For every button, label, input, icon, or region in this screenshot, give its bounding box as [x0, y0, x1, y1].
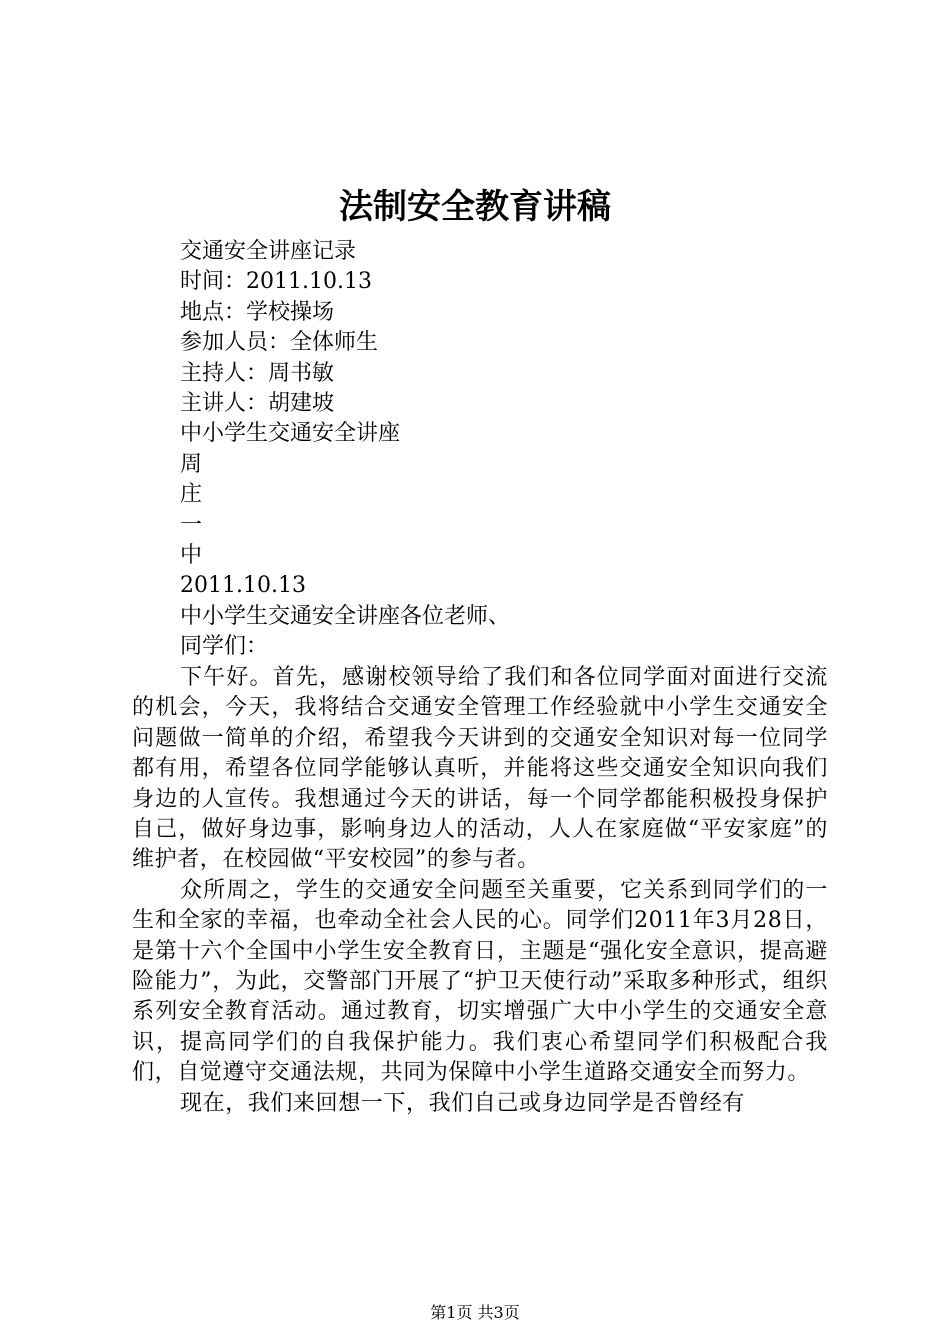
school-name-char-2: 庄: [180, 482, 203, 508]
document-title: 法制安全教育讲稿: [339, 187, 611, 227]
paragraph: 现在，我们来回想一下，我们自己或身边同学是否曾经有: [180, 1090, 746, 1116]
lecture-subtitle: 中小学生交通安全讲座: [180, 421, 401, 447]
paragraph: 下午好。首先，感谢校领导给了我们和各位同学面对面进行交流的机会，今天，我将结合交通安全管理工作经验就中小学生交通安全问题做一简单的介绍，希望我今天讲到的交通安全知识对每一位同学都有用，希望各位同学能够认真听，并能将这些交通安全知识向我们身边的人宣传。我想通过今天的讲话，每一个同学都能积极投身保护自己，做好身边事，影响身边人的活动，人人在家庭做“平安家庭”的维护者，在校园做“平安校园”的参与者。: [132, 665, 828, 873]
record-host: 主持人：周书敏: [180, 360, 335, 386]
record-speaker: 主讲人：胡建坡: [180, 391, 335, 417]
record-location: 地点：学校操场: [180, 299, 335, 325]
school-name-char-3: 一: [180, 512, 203, 538]
school-name-char-1: 周: [180, 451, 203, 477]
record-time: 时间：2011.10.13: [180, 269, 372, 295]
speech-body: [132, 663, 828, 1119]
record-heading: 交通安全讲座记录: [180, 239, 357, 264]
school-name-char-4: 中: [180, 543, 203, 569]
lecture-record-info: [180, 237, 860, 663]
record-participants: 参加人员：全体师生: [180, 330, 379, 356]
greeting-line-2: 同学们：: [180, 634, 269, 660]
paragraph: 众所周之，学生的交通安全问题至关重要，它关系到同学们的一生和全家的幸福，也牵动全社会人民的心。同学们2011年3月28日，是第十六个全国中小学生安全教育日，主题是“强化安全意识，提高避险能力”，为此，交警部门开展了“护卫天使行动”采取多种形式，组织系列安全教育活动。通过教育，切实增强广大中小学生的交通安全意识，提高同学们的自我保护能力。我们衷心希望同学们积极配合我们，自觉遵守交通法规，共同为保障中小学生道路交通安全而努力。: [132, 877, 828, 1086]
greeting-line-1: 中小学生交通安全讲座各位老师、: [180, 603, 511, 629]
lecture-date: 2011.10.13: [180, 573, 306, 599]
page-footer: 第1页 共3页: [430, 1303, 520, 1322]
